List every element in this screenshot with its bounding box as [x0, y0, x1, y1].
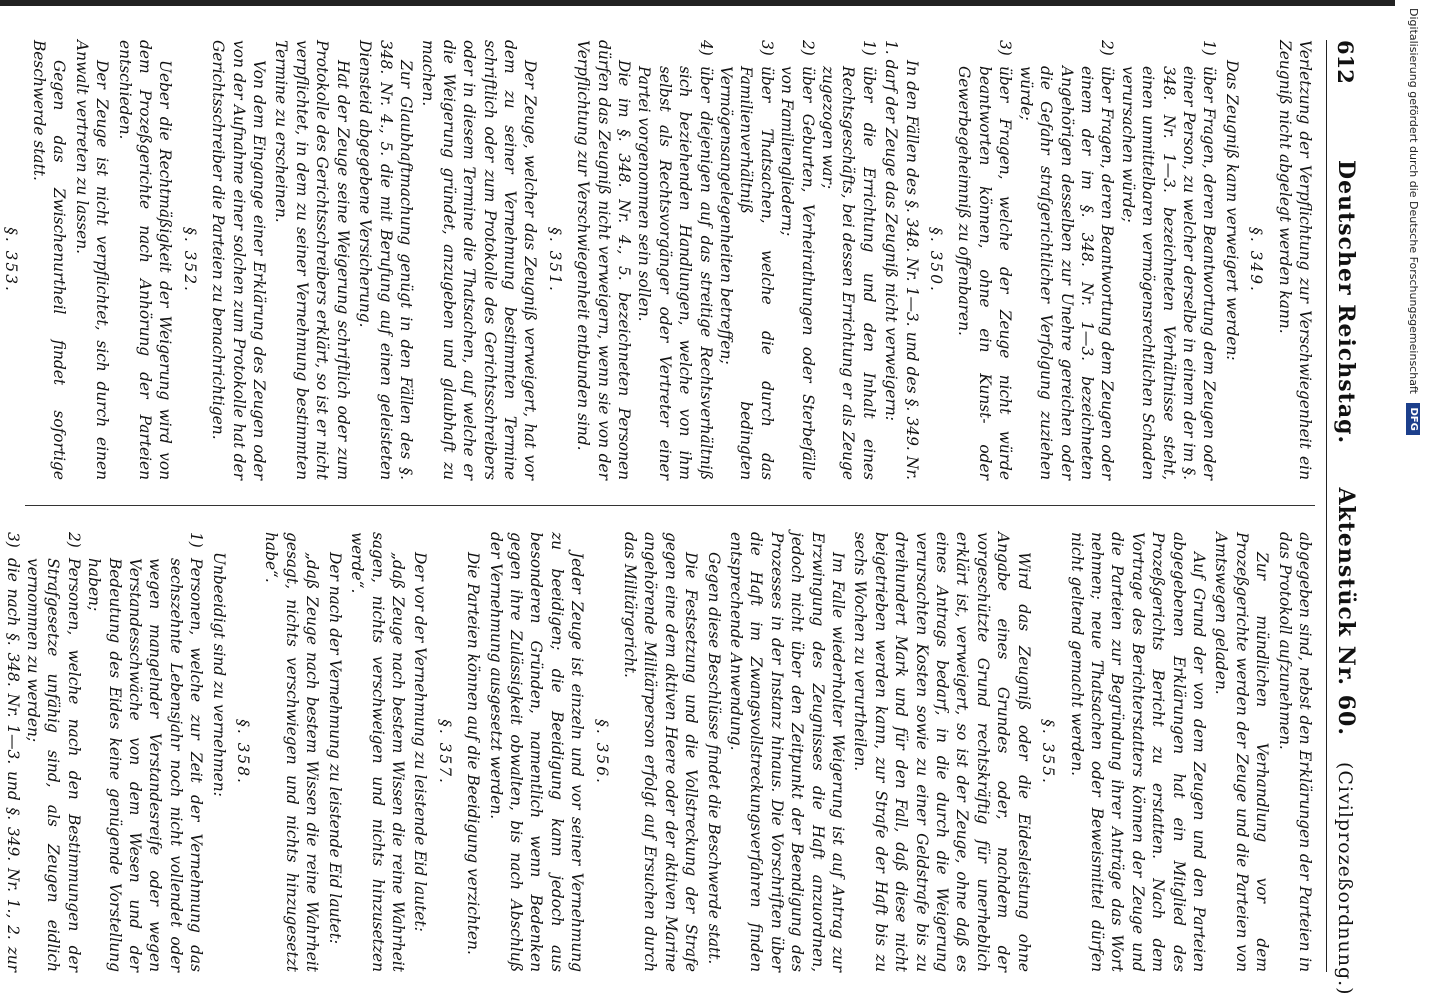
- paragraph: In den Fällen des §. 348. Nr. 1—3. und des §. 349. Nr. 1. darf der Zeuge das Zeugniß nicht verweigern:: [882, 40, 921, 480]
- paragraph: Wird das Zeugniß oder die Eidesleistung ohne Angabe eines Grundes oder, nachdem der vorgeschützte Grund rechtskräftig für unerheblich erklärt ist, verweigert, so ist der Zeuge, ohne daß es eines Antrags bedarf, in die durch die Weigerung verursachten Kosten sowie zu einer Geldstrafe bis zu dreihundert Mark und für den Fall, daß diese nicht beigetrieben werden kann, zur Strafe der Haft bis zu sechs Wochen zu verurtheilen.: [851, 532, 1033, 972]
- list-item: 2)Personen, welche nach den Bestimmungen der Strafgesetze unfähig sind, als Zeugen eidlich vernommen zu werden;: [24, 532, 83, 972]
- paragraph: Gegen diese Beschlüsse findet die Beschwerde statt.: [704, 552, 723, 965]
- running-head: [1326, 40, 1371, 996]
- parliament-title: Deutscher Reichstag.: [1333, 160, 1359, 445]
- document-subtitle: (Civilprozeßordnung.): [1334, 762, 1356, 996]
- section-heading: §. 351.: [545, 227, 564, 293]
- oath-quote: „daß Zeuge nach bestem Wissen die reine Wahrheit gesagt, nichts verschwiegen und nichts hinzugesetzt habe“.: [262, 532, 322, 972]
- document-label: Aktenstück Nr. 60.: [1333, 487, 1359, 737]
- column-divider: [25, 505, 1315, 506]
- page-number: 612: [1333, 40, 1358, 84]
- paragraph: Die im §. 348. Nr. 4., 5. bezeichneten Personen dürfen das Zeugniß nicht verweigern, wenn sie von der Verpflichtung zur Verschwiegenheit entbunden sind.: [574, 40, 633, 480]
- paragraph: Der vor der Vernehmung zu leistende Eid lautet:: [411, 552, 430, 932]
- paragraph: Jeder Zeuge ist einzeln und vor seiner Vernehmung zu beeidigen; die Beeidigung kann jedoch aus besonderen Gründen, namentlich wenn Bedenken gegen ihre Zulässigkeit obwalten, bis nach Abschluß der Vernehmung ausgesetzt werden.: [486, 532, 587, 972]
- paragraph: Ueber die Rechtmäßigkeit der Weigerung wird von dem Prozeßgerichte nach Anhörung der Parteien entschieden.: [115, 40, 175, 480]
- list-item: 1)über die Errichtung und den Inhalt eines Rechtsgeschäfts, bei dessen Errichtung er als Zeuge zugezogen war;: [819, 40, 878, 480]
- list-item: 2)über Fragen, deren Beantwortung dem Zeugen oder einem der im §. 348. Nr. 1—3. bezeichneten Angehörigen desselben zur Unehre gereichen oder die Gefahr strafgerichtlicher Verfolgung zuziehen würde;: [1016, 40, 1117, 480]
- paragraph: Die Parteien können auf die Beeidigung verzichten.: [464, 552, 483, 955]
- list-item: 4)über diejenigen auf das streitige Rechtsverhältniß sich beziehenden Handlungen, welche von ihm selbst als Rechtsvorgänger oder Vertreter einer Partei vorgenommen sein sollen.: [635, 40, 715, 480]
- paragraph: Zur Glaubhaftmachung genügt in den Fällen des §. 348. Nr. 4., 5. die mit Berufung auf einen geleisteten Diensteid abgegebene Versicherung.: [356, 40, 415, 480]
- paragraph: Die Festsetzung und die Vollstreckung der Strafe gegen eine dem aktiven Heere oder der aktiven Marine angehörende Militärperson erfolgt auf Ersuchen durch das Militärgericht.: [621, 532, 701, 972]
- dfg-logo: DFG: [1406, 403, 1420, 434]
- paragraph: Das Zeugniß kann verweigert werden:: [1222, 60, 1241, 361]
- paragraph: Der Zeuge ist nicht verpflichtet, sich durch einen Anwalt vertreten zu lassen.: [72, 40, 112, 480]
- section-heading: §. 352.: [180, 227, 199, 293]
- list-item: 1)über Fragen, deren Beantwortung dem Zeugen oder einer Person, zu welcher derselbe in einem der im §. 348. Nr. 1—3. bezeichneten Verhältnisse steht, einen unmittelbaren vermögensrechtlichen Schaden verursachen würde;: [1118, 40, 1219, 480]
- paragraph: Verletzung der Verpflichtung zur Verschwiegenheit ein Zeugniß nicht abgelegt werden kann.: [1275, 40, 1314, 480]
- paragraph: Unbeeidigt sind zu vernehmen:: [209, 552, 228, 797]
- list-item: 2)über Geburten, Verheirathungen oder Sterbefälle von Familiengliedern;: [778, 40, 817, 480]
- section-heading: §. 353.: [1, 227, 20, 293]
- paragraph: Hat der Zeuge seine Weigerung schriftlich oder zum Protokolle des Gerichtsschreibers erklärt, so ist er nicht verpflichtet, in dem zu seiner Vernehmung bestimmten Termine zu erscheinen.: [272, 40, 352, 480]
- paragraph: Gegen das Zwischenurtheil findet sofortige Beschwerde statt.: [30, 40, 69, 480]
- paragraph: Im Falle wiederholter Weigerung ist auf Antrag zur Erzwingung des Zeugnisses die Haft anzuordnen, jedoch nicht über den Zeitpunkt der Beendigung des Prozesses in der Instanz hinaus. Die Vorschriften über die Haft im Zwangsvollstreckungsverfahren finden entsprechende Anwendung.: [727, 532, 848, 972]
- oath-quote: „daß Zeuge nach bestem Wissen die reine Wahrheit sagen, nichts verschweigen und nichts hinzusetzen werde“.: [348, 532, 407, 972]
- paragraph: Der nach der Vernehmung zu leistende Eid lautet:: [325, 552, 344, 945]
- paragraph: Auf Grund der von dem Zeugen und den Parteien abgegebenen Erklärungen hat ein Mitglied des Prozeßgerichts Bericht zu erstatten. Nach dem Vortrage des Berichterstatters können der Zeuge und die Parteien zur Begründung ihrer Anträge das Wort nehmen; neue Thatsachen oder Beweismittel dürfen nicht geltend gemacht werden.: [1067, 532, 1208, 972]
- paragraph: Zur mündlichen Verhandlung vor dem Prozeßgerichte werden der Zeuge und die Parteien von Amtswegen geladen.: [1212, 532, 1272, 972]
- list-item: 3)über Thatsachen, welche die durch das Familienverhältniß bedingten Vermögensangelegenheiten betreffen;: [717, 40, 776, 480]
- section-heading: §. 358.: [234, 719, 253, 785]
- list-item: 1)Personen, welche zur Zeit der Vernehmung das sechszehnte Lebensjahr noch nicht vollendet oder wegen mangelnder Verstandesreife oder wegen Verstandesschwäche von dem Wesen und der Bedeutung des Eides keine genügende Vorstellung haben;: [85, 532, 206, 972]
- section-heading: §. 356.: [592, 719, 611, 785]
- running-title: [1333, 160, 1359, 996]
- credit-text: Digitalisierung gefördert durch die Deutsche Forschungsgemeinschaft: [1407, 8, 1420, 394]
- digitization-credit: [1395, 0, 1432, 1000]
- section-heading: §. 350.: [927, 227, 946, 293]
- section-heading: §. 355.: [1039, 719, 1058, 785]
- right-column: [3, 532, 1315, 972]
- left-column: [1, 40, 1315, 480]
- paragraph: Von dem Eingange einer Erklärung des Zeugen oder von der Aufnahme einer solchen zum Protokolle hat der Gerichtsschreiber die Parteien zu benachrichtigen.: [209, 40, 269, 480]
- paragraph: Der Zeuge, welcher das Zeugniß verweigert, hat vor dem zu seiner Vernehmung bestimmten Termine schriftlich oder zum Protokolle des Gerichtsschreibers oder in diesem Termine die Thatsachen, auf welche er die Weigerung gründet, anzugeben und glaubhaft zu machen.: [419, 40, 540, 480]
- list-item: 3)über Fragen, welche der Zeuge nicht würde beantworten können, ohne ein Kunst- oder Gewerbegeheimniß zu offenbaren.: [955, 40, 1015, 480]
- list-item: 3)die nach §. 348. Nr. 1—3. und §. 349. Nr. 1., 2. zur: [3, 532, 22, 972]
- section-heading: §. 357.: [435, 719, 454, 785]
- section-heading: §. 349.: [1247, 227, 1266, 293]
- paragraph: abgegeben sind, nebst den Erklärungen der Parteien in das Protokoll aufzunehmen.: [1275, 532, 1314, 972]
